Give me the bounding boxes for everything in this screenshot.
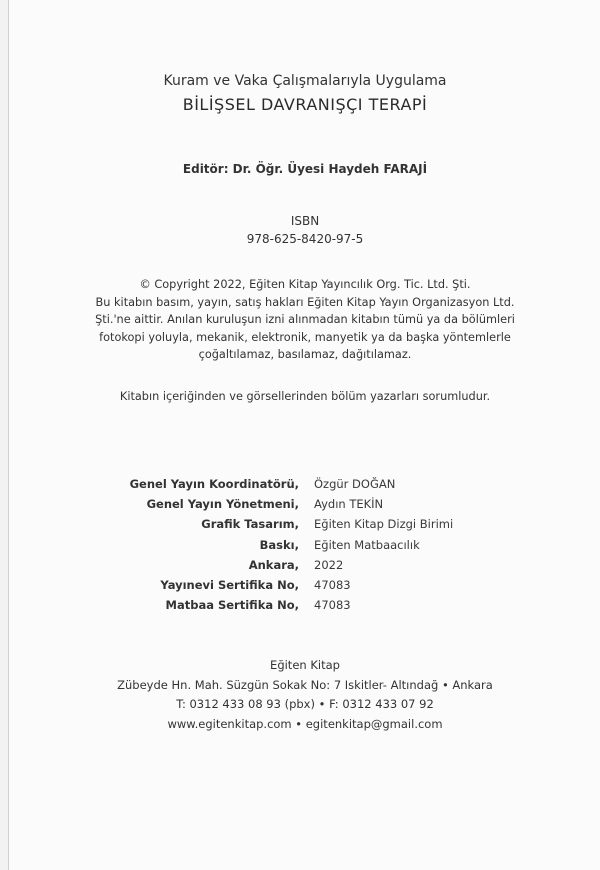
copyright-block (9, 276, 600, 364)
credit-label: Genel Yayın Yönetmeni, (146, 497, 299, 512)
isbn-label: ISBN (290, 214, 320, 228)
copyright-line: © Copyright 2022, Eğiten Kitap Yayıncılık Org. Tic. Ltd. Şti. (139, 278, 471, 291)
book-title: BİLİŞSEL DAVRANIŞÇI TERAPİ (182, 95, 428, 114)
copyright-line: Bu kitabın basım, yayın, satış hakları Eğiten Kitap Yayın Organizasyon Ltd. (95, 295, 515, 309)
credit-label: Grafik Tasarım, (201, 517, 299, 532)
credit-value: 47083 (314, 577, 351, 592)
credit-row (9, 535, 600, 555)
credit-row (9, 474, 600, 494)
credit-value: Eğiten Kitap Dizgi Birimi (314, 517, 454, 532)
copyright-line: çoğaltılamaz, basılamaz, dağıtılamaz. (198, 348, 412, 361)
publisher-address: Zübeyde Hn. Mah. Süzgün Sokak No: 7 Iskitler- Altındağ • Ankara (117, 677, 493, 692)
credit-row (9, 575, 600, 595)
credit-value: Eğiten Matbaacılık (314, 537, 420, 552)
copyright-line: fotokopi yoluyla, mekanik, elektronik, manyetik ya da başka yöntemlerle (99, 330, 511, 344)
book-page (8, 0, 600, 870)
credit-row (9, 555, 600, 575)
credit-label: Genel Yayın Koordinatörü, (129, 477, 299, 491)
credit-label: Matbaa Sertifika No, (165, 598, 299, 613)
credit-row (9, 595, 600, 615)
credit-value: 47083 (314, 598, 351, 613)
publisher-name: Eğiten Kitap (270, 658, 340, 672)
credit-label: Ankara, (248, 557, 299, 572)
credit-value: Özgür DOĞAN (314, 477, 396, 491)
responsibility-note: Kitabın içeriğinden ve görsellerinden bölüm yazarları sorumludur. (119, 390, 491, 403)
publisher-phone: T: 0312 433 08 93 (pbx) • F: 0312 433 07 92 (176, 697, 434, 711)
credit-value: Aydın TEKİN (314, 497, 384, 512)
credit-label: Yayınevi Sertifika No, (160, 577, 299, 592)
credit-value: 2022 (314, 557, 344, 572)
credits-list (9, 474, 600, 615)
credit-label: Baskı, (259, 537, 299, 552)
credit-row (9, 494, 600, 514)
publisher-block (9, 656, 600, 734)
isbn-number: 978-625-8420-97-5 (246, 232, 364, 246)
isbn-block (9, 212, 600, 248)
copyright-line: Şti.'ne aittir. Anılan kuruluşun izni alınmadan kitabın tümü ya da bölümleri (95, 313, 515, 326)
book-subtitle: Kuram ve Vaka Çalışmalarıyla Uygulama (163, 73, 447, 89)
publisher-web: www.egitenkitap.com • egitenkitap@gmail.com (167, 716, 443, 731)
editor-line: Editör: Dr. Öğr. Üyesi Haydeh FARAJİ (182, 162, 428, 176)
credit-row (9, 514, 600, 534)
